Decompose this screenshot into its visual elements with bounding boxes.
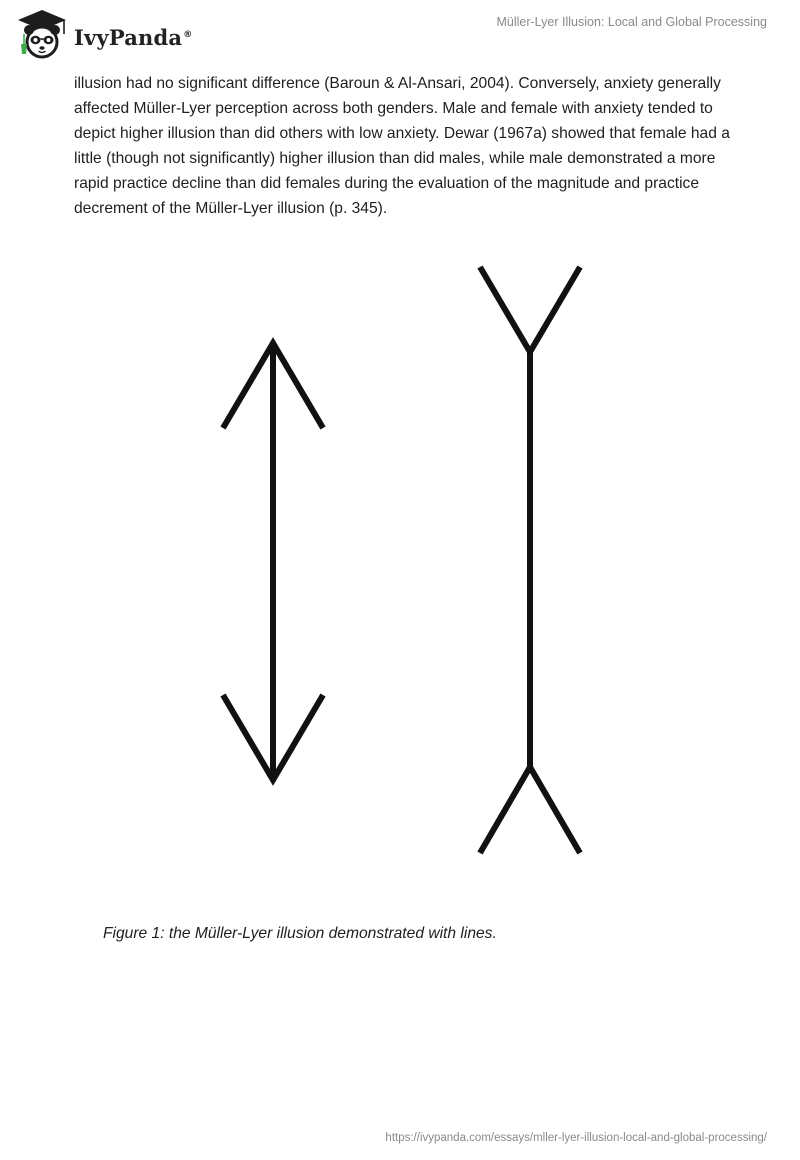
body-paragraph: illusion had no significant difference (Baroun & Al-Ansari, 2004). Conversely, anxiety generally affected Müller-Lyer perception across both genders. Male and female with anxiety tended to depict higher illusion than did others with low anxiety. Dewar (1967a) showed that female had a little (though not significantly) higher illusion than did males, while male demonstrated a more rapid practice decline than did females during the evaluation of the magnitude and practice decrement of the Müller-Lyer illusion (p. 345).: [74, 75, 730, 217]
right-top-fins: [480, 267, 580, 352]
right-bottom-fins: [480, 767, 580, 853]
registered-mark: ®: [183, 29, 193, 40]
panda-graduate-icon: [14, 8, 70, 60]
ivypanda-logo[interactable]: [14, 8, 192, 60]
muller-lyer-figure: [200, 255, 620, 870]
source-url[interactable]: https://ivypanda.com/essays/mller-lyer-illusion-local-and-global-processing/: [385, 1132, 767, 1144]
page-header: [0, 0, 800, 70]
document-title: Müller-Lyer Illusion: Local and Global Processing: [496, 15, 767, 29]
figure-caption: Figure 1: the Müller-Lyer illusion demonstrated with lines.: [103, 925, 497, 942]
brand-name: IvyPanda®: [74, 24, 193, 50]
muller-lyer-illustration: [200, 255, 620, 870]
